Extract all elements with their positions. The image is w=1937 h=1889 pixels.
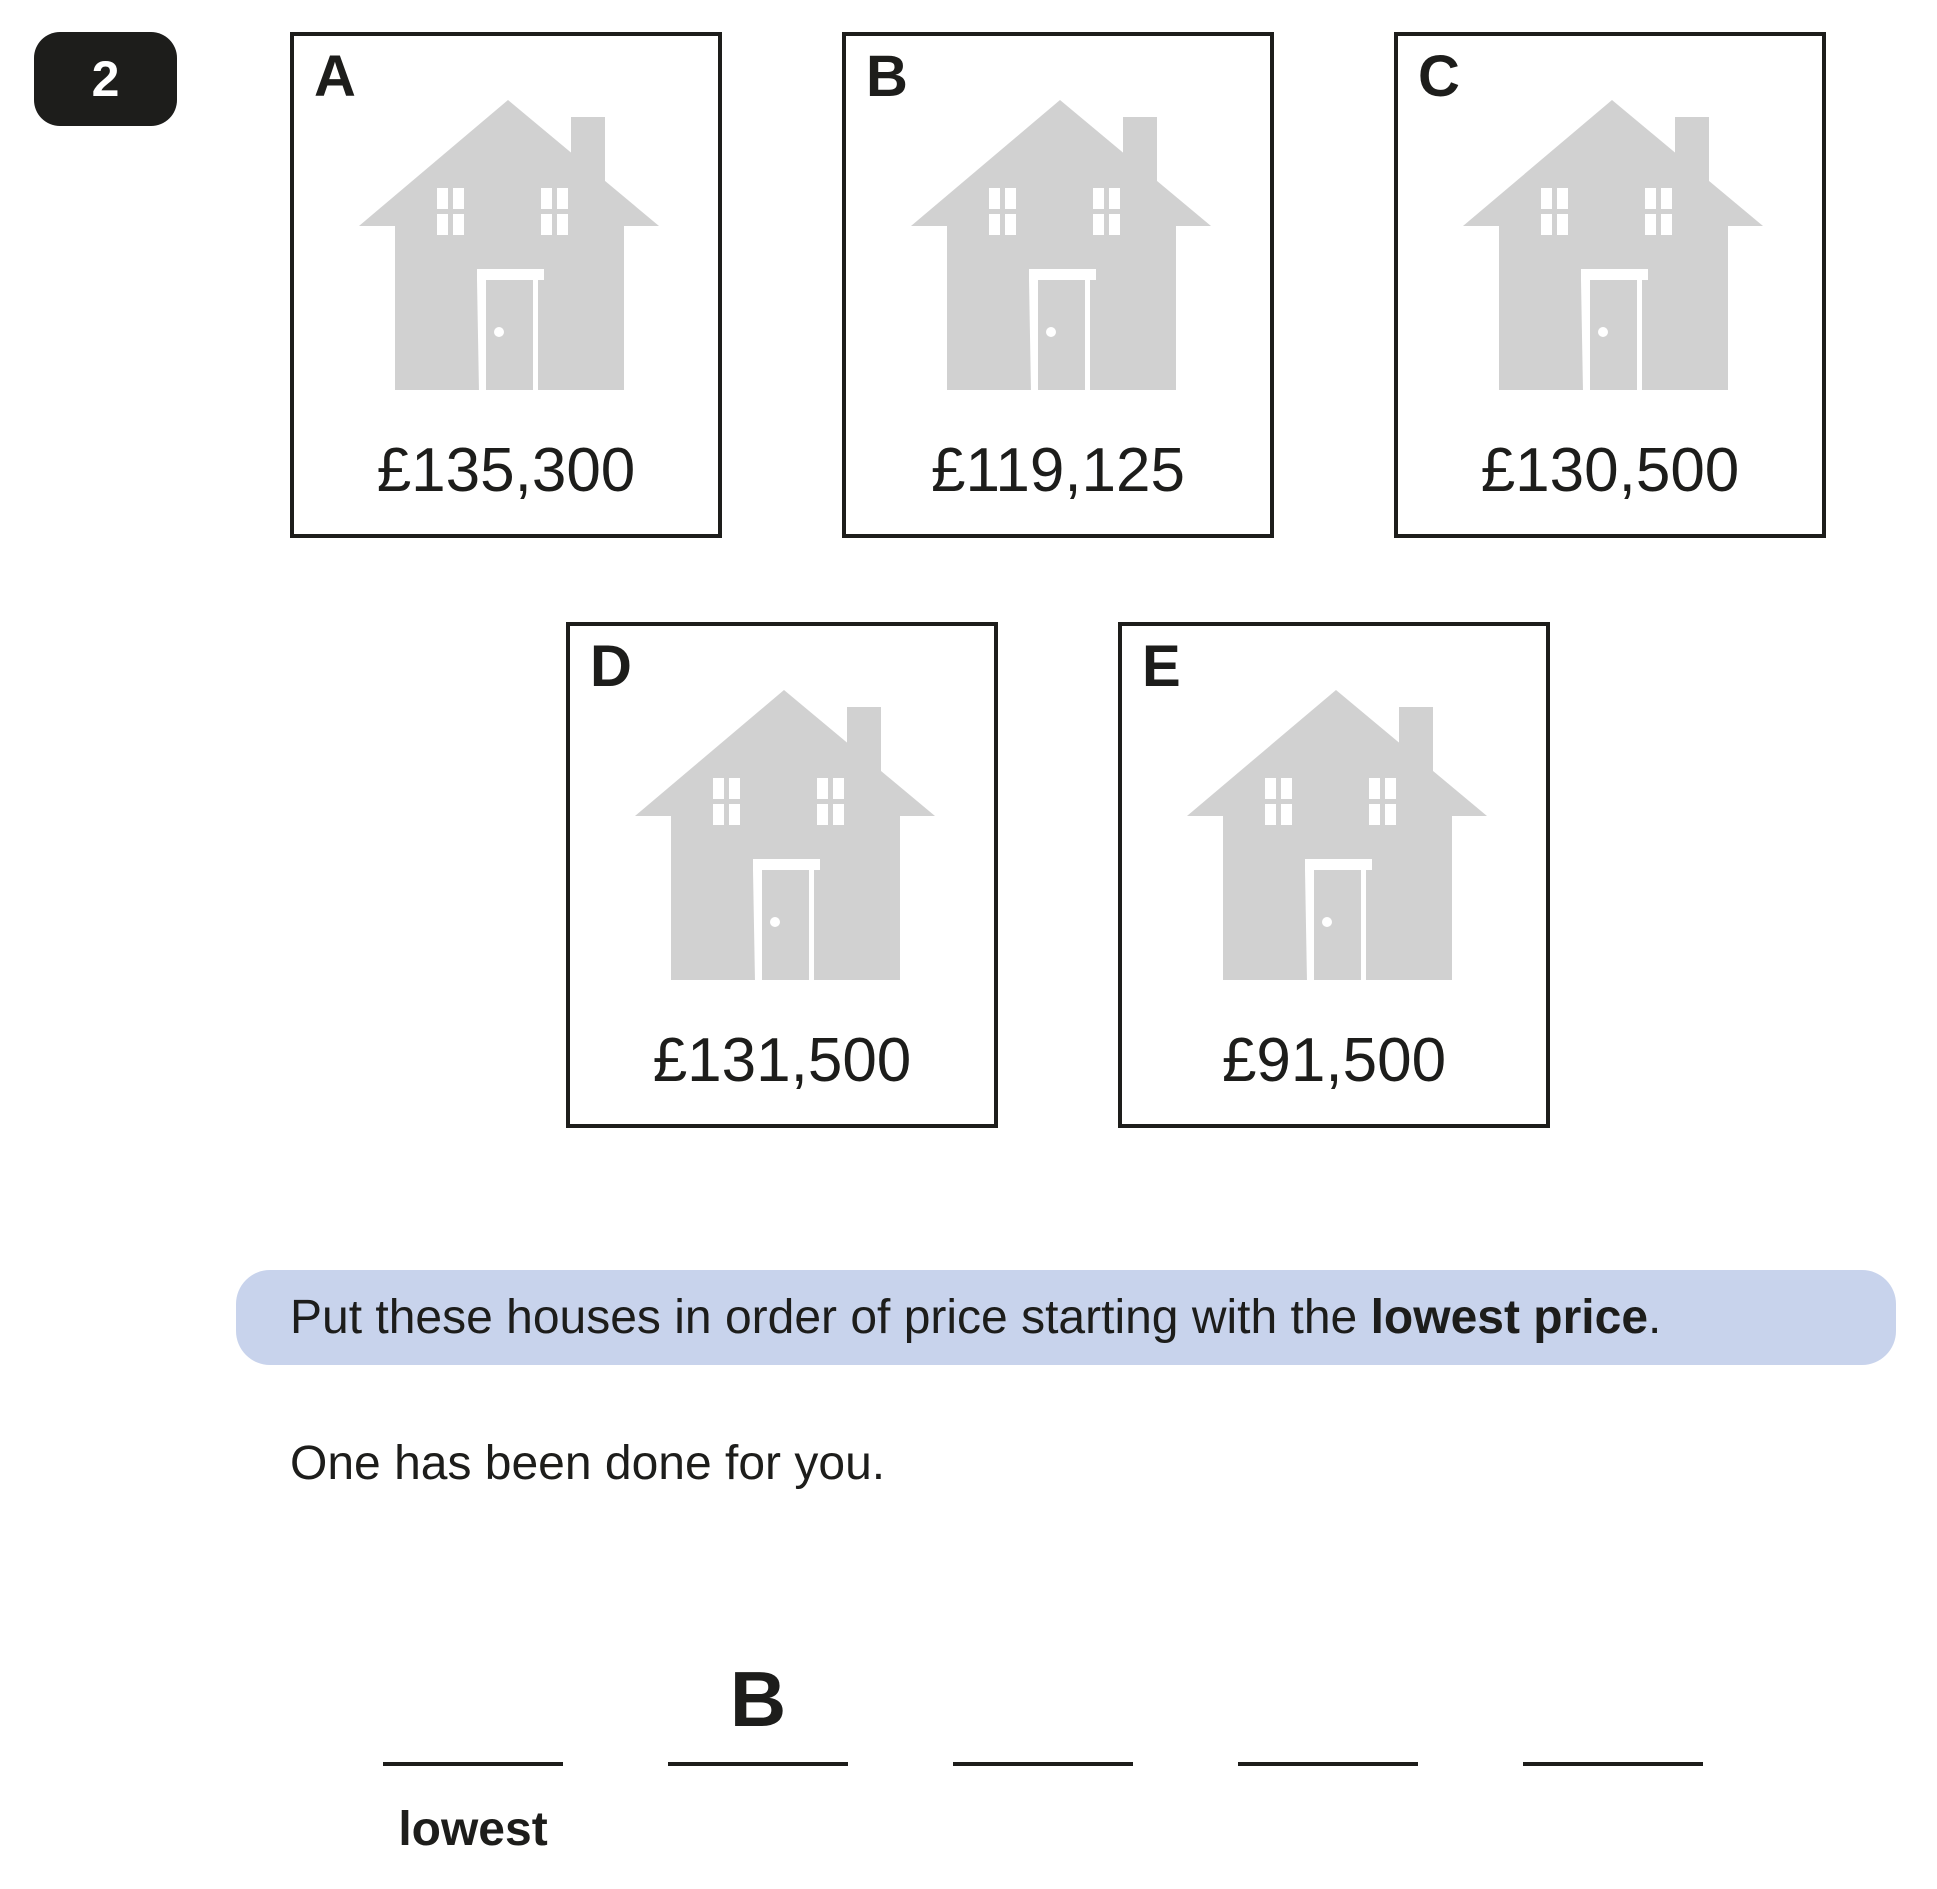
answer-line (383, 1762, 563, 1766)
house-price: £135,300 (376, 436, 636, 505)
house-icon (911, 100, 1211, 392)
house-price: £91,500 (1221, 1026, 1447, 1095)
answer-slot-2[interactable] (668, 1655, 848, 1766)
instruction-banner (236, 1270, 1896, 1365)
house-card-c (1394, 32, 1826, 538)
answer-line (1523, 1762, 1703, 1766)
answer-line (953, 1762, 1133, 1766)
answer-slot-4[interactable] (1238, 1660, 1418, 1766)
house-card-d (566, 622, 998, 1128)
house-icon (635, 690, 935, 982)
answer-slot-3[interactable] (953, 1660, 1133, 1766)
house-letter: A (314, 44, 356, 109)
house-letter: E (1142, 634, 1181, 699)
house-card-b (842, 32, 1274, 538)
lowest-label: lowest (398, 1803, 548, 1856)
house-letter: D (590, 634, 632, 699)
house-card-a (290, 32, 722, 538)
instruction-text: Put these houses in order of price starting with the lowest price. (290, 1291, 1662, 1344)
house-letter: B (866, 44, 908, 109)
house-price: £130,500 (1480, 436, 1740, 505)
example-note: One has been done for you. (290, 1437, 886, 1490)
answer-slot-5[interactable] (1523, 1660, 1703, 1766)
house-icon (1187, 690, 1487, 982)
instruction-bold: lowest price (1370, 1291, 1649, 1344)
answer-line (1238, 1762, 1418, 1766)
house-icon (359, 100, 659, 392)
answer-value: B (729, 1655, 787, 1743)
question-number: 2 (91, 51, 120, 107)
house-card-e (1118, 622, 1550, 1128)
house-price: £131,500 (652, 1026, 912, 1095)
house-icon (1463, 100, 1763, 392)
house-letter: C (1418, 44, 1460, 109)
answer-line (668, 1762, 848, 1766)
answer-slot-1[interactable] (383, 1660, 563, 1766)
question-number-badge (34, 32, 177, 126)
house-price: £119,125 (931, 436, 1185, 505)
